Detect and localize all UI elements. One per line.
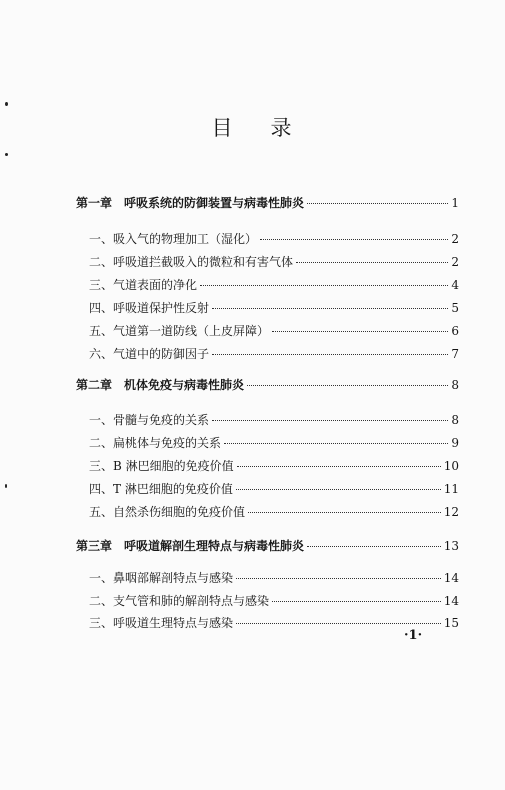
dot-leader — [224, 443, 448, 444]
section-page: 8 — [451, 413, 459, 427]
title-char-1: 目 — [211, 116, 235, 140]
section-page: 15 — [443, 616, 459, 630]
chapter-label: 第三章 呼吸道解剖生理特点与病毒性肺炎 — [76, 539, 305, 553]
chapter-page: 13 — [443, 539, 459, 553]
section-page: 7 — [451, 347, 459, 361]
dot-leader — [260, 239, 448, 240]
section-label: 二、支气管和肺的解剖特点与感染 — [89, 594, 270, 608]
section-page: 10 — [443, 459, 459, 473]
section-page: 14 — [443, 594, 459, 608]
section-label: 一、骨髓与免疫的关系 — [89, 413, 210, 427]
dot-leader — [236, 623, 441, 624]
dot-leader — [307, 546, 441, 547]
dot-leader — [212, 420, 448, 421]
page-title — [0, 112, 505, 142]
section-label: 一、鼻咽部解剖特点与感染 — [89, 571, 234, 585]
section-label: 三、气道表面的净化 — [89, 278, 198, 292]
toc-section[interactable] — [89, 480, 459, 496]
toc-section[interactable] — [89, 569, 459, 585]
section-label: 三、B 淋巴细胞的免疫价值 — [89, 459, 234, 473]
section-page: 2 — [451, 255, 459, 269]
dot-leader — [236, 489, 441, 490]
dot-leader — [247, 385, 448, 386]
section-label: 三、呼吸道生理特点与感染 — [89, 616, 234, 630]
section-page: 5 — [451, 301, 459, 315]
chapter-label: 第二章 机体免疫与病毒性肺炎 — [76, 378, 245, 392]
scan-speck — [5, 484, 7, 488]
chapter-page: 8 — [451, 378, 459, 392]
dot-leader — [237, 466, 441, 467]
toc-section[interactable] — [89, 503, 459, 519]
toc-section[interactable] — [89, 322, 459, 338]
toc-section[interactable] — [89, 230, 459, 246]
dot-leader — [236, 578, 441, 579]
scan-speck — [5, 153, 8, 156]
toc-section[interactable] — [89, 345, 459, 361]
dot-leader — [212, 354, 448, 355]
dot-leader — [307, 203, 448, 204]
section-page: 6 — [451, 324, 459, 338]
dot-leader — [212, 308, 448, 309]
section-label: 一、吸入气的物理加工（湿化） — [89, 232, 258, 246]
toc-section[interactable] — [89, 253, 459, 269]
section-label: 六、气道中的防御因子 — [89, 347, 210, 361]
chapter-page: 1 — [451, 196, 459, 210]
toc-chapter-1[interactable] — [76, 194, 459, 210]
section-label: 二、扁桃体与免疫的关系 — [89, 436, 222, 450]
section-label: 二、呼吸道拦截吸入的微粒和有害气体 — [89, 255, 294, 269]
page-number: ·1· — [404, 628, 423, 643]
scan-speck — [5, 102, 8, 106]
section-label: 五、自然杀伤细胞的免疫价值 — [89, 505, 246, 519]
section-page: 12 — [443, 505, 459, 519]
toc-section[interactable] — [89, 434, 459, 450]
section-label: 四、T 淋巴细胞的免疫价值 — [89, 482, 233, 496]
dot-leader — [296, 262, 448, 263]
toc-section[interactable] — [89, 592, 459, 608]
section-page: 2 — [451, 232, 459, 246]
toc-section[interactable] — [89, 276, 459, 292]
dot-leader — [272, 331, 448, 332]
dot-leader — [200, 285, 448, 286]
toc-chapter-2[interactable] — [76, 376, 459, 392]
section-page: 11 — [443, 482, 459, 496]
section-page: 4 — [451, 278, 459, 292]
toc-section[interactable] — [89, 457, 459, 473]
toc-chapter-3[interactable] — [76, 537, 459, 553]
section-page: 9 — [451, 436, 459, 450]
section-page: 14 — [443, 571, 459, 585]
dot-leader — [272, 601, 441, 602]
chapter-label: 第一章 呼吸系统的防御装置与病毒性肺炎 — [76, 196, 305, 210]
section-label: 四、呼吸道保护性反射 — [89, 301, 210, 315]
dot-leader — [248, 512, 441, 513]
title-char-2: 录 — [270, 116, 294, 140]
section-label: 五、气道第一道防线（上皮屏障） — [89, 324, 270, 338]
toc-section[interactable] — [89, 411, 459, 427]
toc-section[interactable] — [89, 299, 459, 315]
